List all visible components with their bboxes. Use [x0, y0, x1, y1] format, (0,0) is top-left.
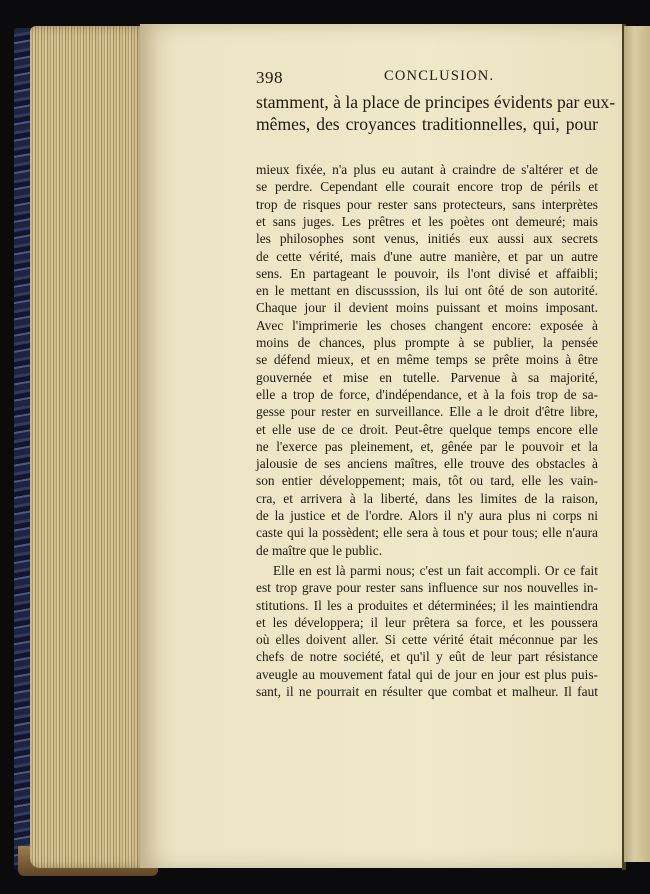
text-line: stamment, à la place de principes évidents par eux-: [256, 92, 616, 112]
page-edges: [30, 26, 148, 868]
text-line: ne l'exerce pas pleinement, et, gênée par le pouvoir et la: [256, 438, 598, 454]
text-line: gouvernée et mise en tutelle. Parvenue à sa majorité,: [256, 369, 598, 385]
text-line: elle a trop de force, d'indépendance, et à la fois trop de sa-: [256, 386, 598, 402]
text-line: et les développera; il leur prêtera sa force, et les poussera: [256, 614, 598, 630]
text-line: chefs de notre société, et qu'il y eût de leur part résistance: [256, 649, 598, 665]
text-line: Chaque jour il devient moins puissant et moins imposant.: [256, 300, 598, 316]
text-line: Avec l'imprimerie les choses changent encore: exposée à: [256, 317, 598, 333]
running-title: CONCLUSION.: [384, 68, 495, 84]
text-line: et sans juges. Les prêtres et les poètes ont demeuré; mais: [256, 213, 598, 229]
text-line: de maître que le public.: [256, 542, 383, 558]
text-line: gesse pour rester en surveillance. Elle a le droit d'être libre,: [256, 404, 598, 420]
text-line: de cette vérité, mais d'une autre manière, et par un autre: [256, 248, 598, 264]
text-line: Elle en est là parmi nous; c'est un fait accompli. Or ce fait: [273, 562, 598, 578]
text-line: et elle use de ce droit. Peut-être quelque temps encore elle: [256, 421, 598, 437]
text-line: se défend mieux, et en même temps se prête moins à être: [256, 352, 598, 368]
text-line: mieux fixée, n'a plus eu autant à craindre de s'altérer et de: [256, 162, 598, 177]
page-number: 398: [256, 68, 283, 87]
text-line: est trop grave pour rester sans influence sur nos nouvelles in-: [256, 580, 598, 596]
text-line: les philosophes sont venus, initiés eux aussi aux secrets: [256, 231, 598, 247]
text-line: caste qui la possèdent; elle sera à tous et pour tous; elle n'aura: [256, 525, 598, 541]
text-line: son entier développement; mais, tôt ou tard, elle les vain-: [256, 473, 598, 489]
text-line: cra, et arrivera à la liberté, dans les limites de la raison,: [256, 490, 598, 506]
text-line: se perdre. Cependant elle courait encore trop de périls et: [256, 179, 598, 195]
facing-page-edge: [624, 26, 650, 862]
text-line: moins de chances, plus prompte à se publier, la pensée: [256, 335, 598, 350]
text-line: trop de risques pour rester sans protecteurs, sans interprètes: [256, 196, 598, 212]
text-line: stitutions. Il les a produites et déterminées; il les maintiendra: [256, 597, 598, 613]
text-line: sens. En partageant le pouvoir, ils l'ont divisé et affaibli;: [256, 265, 598, 281]
text-line: sant, il ne pourrait en résulter que combat et malheur. Il faut: [256, 684, 598, 699]
text-line: de la justice et de l'ordre. Alors il n'y aura plus ni corps ni: [256, 508, 598, 523]
text-line: jalousie de ses anciens maîtres, elle trouve des obstacles à: [256, 456, 598, 472]
text-line: aveugle au mouvement fatal qui de jour en jour est plus puis-: [256, 666, 598, 682]
text-line: où elles doivent aller. Si cette vérité était méconnue par les: [256, 632, 598, 648]
page-header: [256, 68, 596, 90]
text-line: en le mettant en discusssion, ils lui ont ôté de son autorité.: [256, 283, 598, 299]
text-line: mêmes, des croyances traditionnelles, qui, pour: [256, 114, 598, 134]
